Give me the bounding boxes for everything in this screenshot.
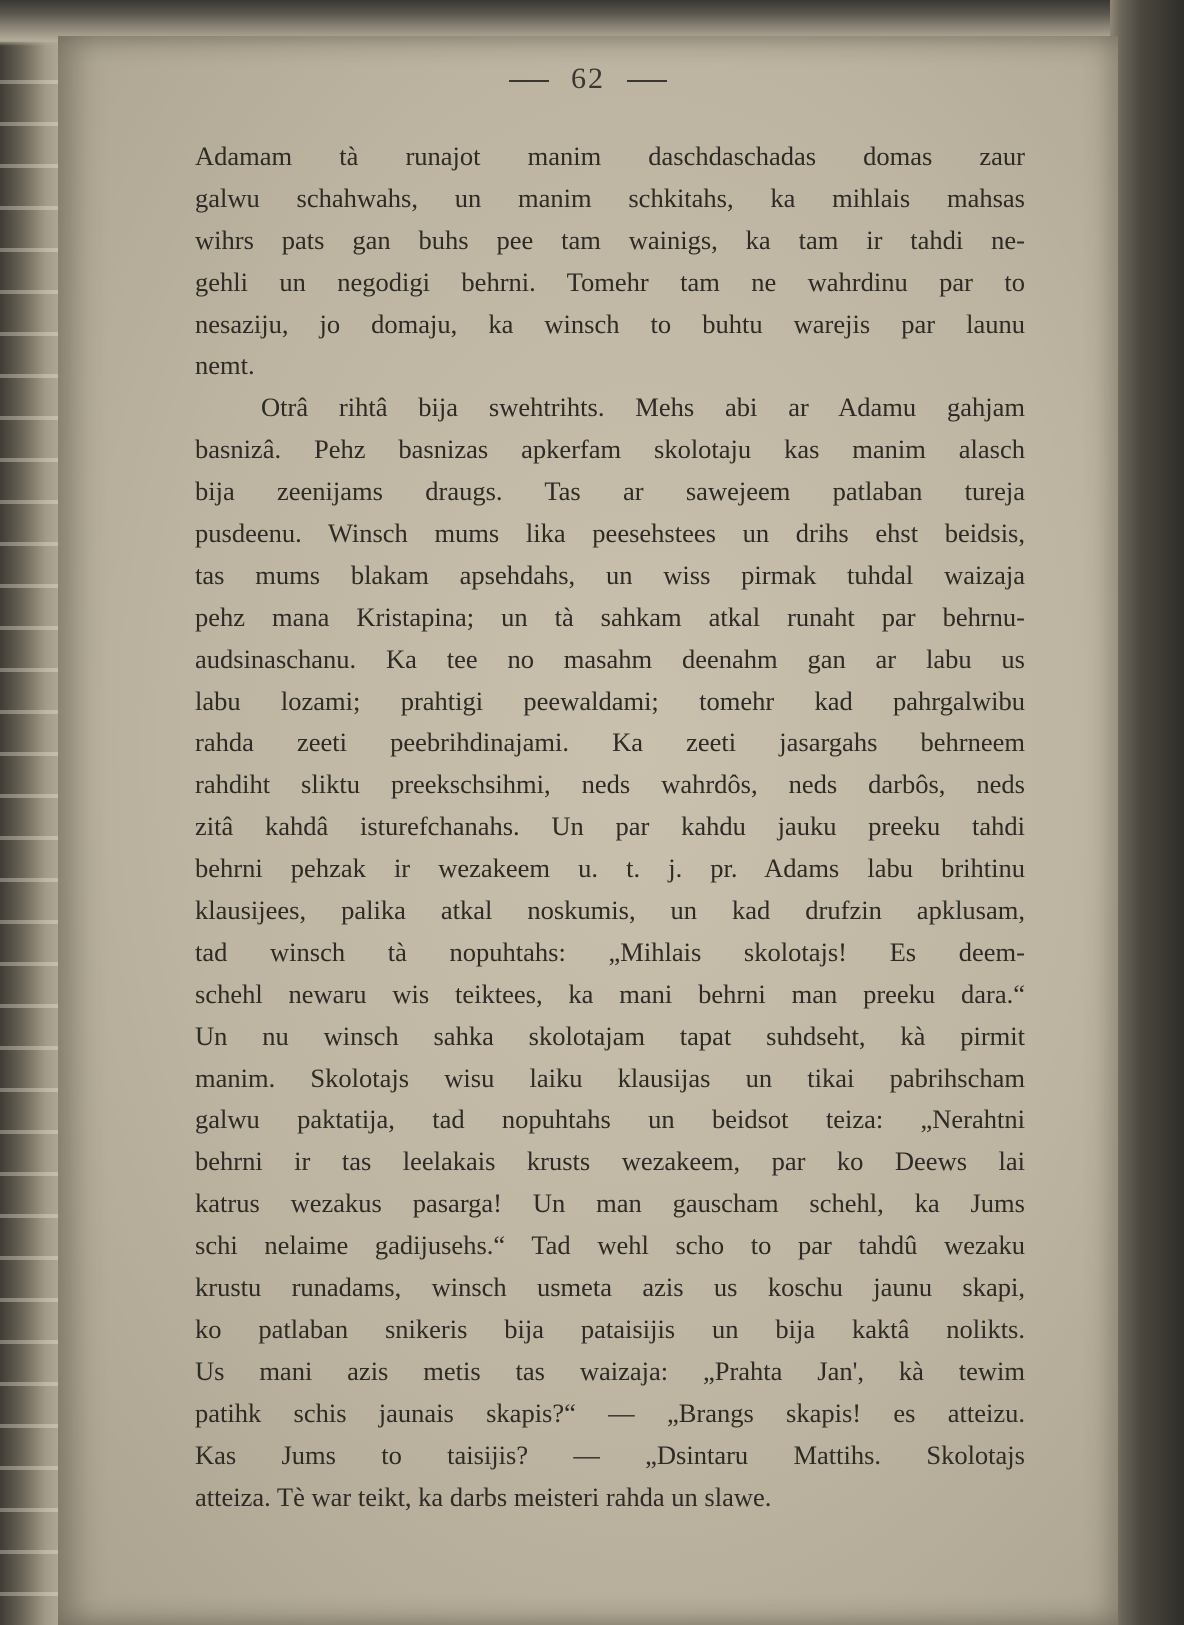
- text-line: behrni pehzak ir wezakeem u. t. j. pr. Adams labu brihtinu: [195, 853, 1025, 884]
- text-line: schehl newaru wis teiktees, ka mani behrni man preeku dara.“: [195, 978, 1025, 1009]
- text-line: behrni ir tas leelakais krusts wezakeem, par ko Deews lai: [195, 1146, 1025, 1177]
- text-line: manim. Skolotajs wisu laiku klausijas un tikai pabrihscham: [195, 1062, 1025, 1093]
- text-line: rahda zeeti peebrihdinajami. Ka zeeti jasargahs behrneem: [195, 727, 1025, 758]
- text-line: rahdiht sliktu preekschsihmi, neds wahrdôs, neds darbôs, neds: [195, 769, 1025, 800]
- body-text: [195, 136, 1025, 1518]
- text-line: zitâ kahdâ isturefchanahs. Un par kahdu jauku preeku tahdi: [195, 811, 1025, 842]
- text-line: nesaziju, jo domaju, ka winsch to buhtu warejis par launu: [195, 308, 1025, 339]
- text-line: schi nelaime gadijusehs.“ Tad wehl scho to par tahdû wezaku: [195, 1230, 1025, 1261]
- text-line: Otrâ rihtâ bija swehtrihts. Mehs abi ar Adamu gahjam: [261, 392, 1025, 423]
- text-line: bija zeenijams draugs. Tas ar sawejeem patlaban tureja: [195, 476, 1025, 507]
- dash-left: [509, 80, 549, 82]
- text-line: patihk schis jaunais skapis?“ — „Brangs skapis! es atteizu.: [195, 1397, 1025, 1428]
- text-line: klausijees, palika atkal noskumis, un kad drufzin apklusam,: [195, 895, 1025, 926]
- book-edge: [1110, 0, 1184, 1625]
- text-line: Adamam tà runajot manim daschdaschadas domas zaur: [195, 141, 1025, 171]
- text-line: gehli un negodigi behrni. Tomehr tam ne wahrdinu par to: [195, 266, 1025, 297]
- text-line: wihrs pats gan buhs pee tam wainigs, ka tam ir tahdi ne-: [195, 224, 1025, 255]
- text-line: Kas Jums to taisijis? — „Dsintaru Mattihs. Skolotajs: [195, 1439, 1025, 1470]
- text-line: tad winsch tà nopuhtahs: „Mihlais skolotajs! Es deem-: [195, 936, 1025, 967]
- text-line: galwu schahwahs, un manim schkitahs, ka mihlais mahsas: [195, 182, 1025, 213]
- text-line: pusdeenu. Winsch mums lika peesehstees un drihs ehst beidsis,: [195, 518, 1025, 549]
- text-line: atteiza. Tè war teikt, ka darbs meisteri rahda un slawe.: [195, 1481, 772, 1512]
- text-line: labu lozami; prahtigi peewaldami; tomehr kad pahrgalwibu: [195, 685, 1025, 716]
- dash-right: [627, 80, 667, 82]
- book-page: [58, 36, 1118, 1625]
- text-line: tas mums blakam apsehdahs, un wiss pirmak tuhdal waizaja: [195, 559, 1025, 590]
- text-line: Un nu winsch sahka skolotajam tapat suhdseht, kà pirmit: [195, 1020, 1025, 1051]
- text-line: galwu paktatija, tad nopuhtahs un beidsot teiza: „Nerahtni: [195, 1104, 1025, 1135]
- text-line: krustu runadams, winsch usmeta azis us koschu jaunu skapi,: [195, 1272, 1025, 1303]
- text-line: pehz mana Kristapina; un tà sahkam atkal runaht par behrnu-: [195, 601, 1025, 632]
- page-number: 62: [571, 62, 605, 95]
- text-line: Us mani azis metis tas waizaja: „Prahta Jan', kà tewim: [195, 1355, 1025, 1386]
- text-line: ko patlaban snikeris bija pataisijis un bija kaktâ nolikts.: [195, 1313, 1025, 1344]
- page-number-header: [58, 62, 1118, 96]
- text-line: katrus wezakus pasarga! Un man gauscham schehl, ka Jums: [195, 1188, 1025, 1219]
- text-line: nemt.: [195, 350, 255, 381]
- text-line: basnizâ. Pehz basnizas apkerfam skolotaju kas manim alasch: [195, 434, 1025, 465]
- text-line: audsinaschanu. Ka tee no masahm deenahm gan ar labu us: [195, 643, 1025, 674]
